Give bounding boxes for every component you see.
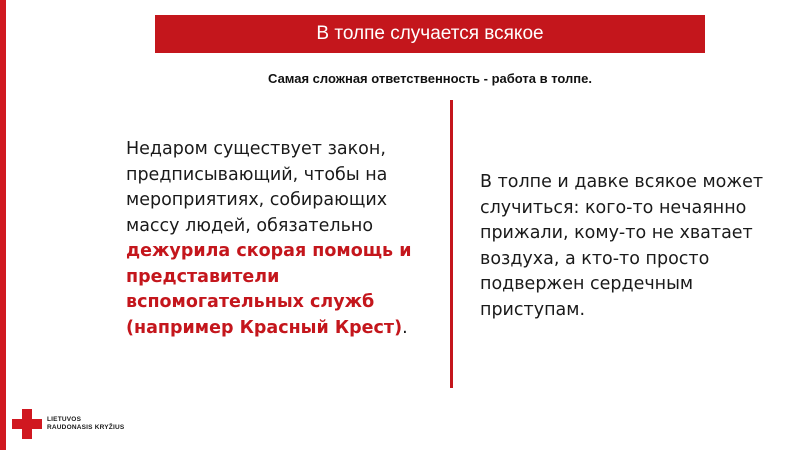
- right-paragraph: В толпе и давке всякое может случиться: кого-то нечаянно прижали, кому-то не хватает воздуха, а кто-то просто подвержен сердечным приступам.: [480, 172, 764, 320]
- slide-subtitle: Самая сложная ответственность - работа в толпе.: [268, 71, 592, 86]
- slide-title: [155, 15, 705, 53]
- logo-text-line2: RAUDONASIS KRYŽIUS: [47, 424, 125, 431]
- logo-text-line1: LIETUVOS: [47, 416, 82, 423]
- left-paragraph-end: .: [402, 317, 408, 338]
- column-divider: [450, 100, 453, 388]
- red-cross-icon: [12, 409, 42, 439]
- slide-title-text: В толпе случается всякое: [316, 23, 544, 44]
- left-paragraph-plain: Недаром существует закон, предписывающий, чтобы на мероприятиях, собирающих массу людей, обязательно: [126, 139, 388, 236]
- left-accent-bar: [0, 0, 6, 450]
- red-cross-logo: [12, 409, 124, 439]
- left-paragraph: [126, 137, 438, 341]
- left-paragraph-highlight: дежурила скорая помощь и представители вспомогательных служб (например Красный Крест): [126, 241, 412, 338]
- logo-text: [47, 416, 124, 432]
